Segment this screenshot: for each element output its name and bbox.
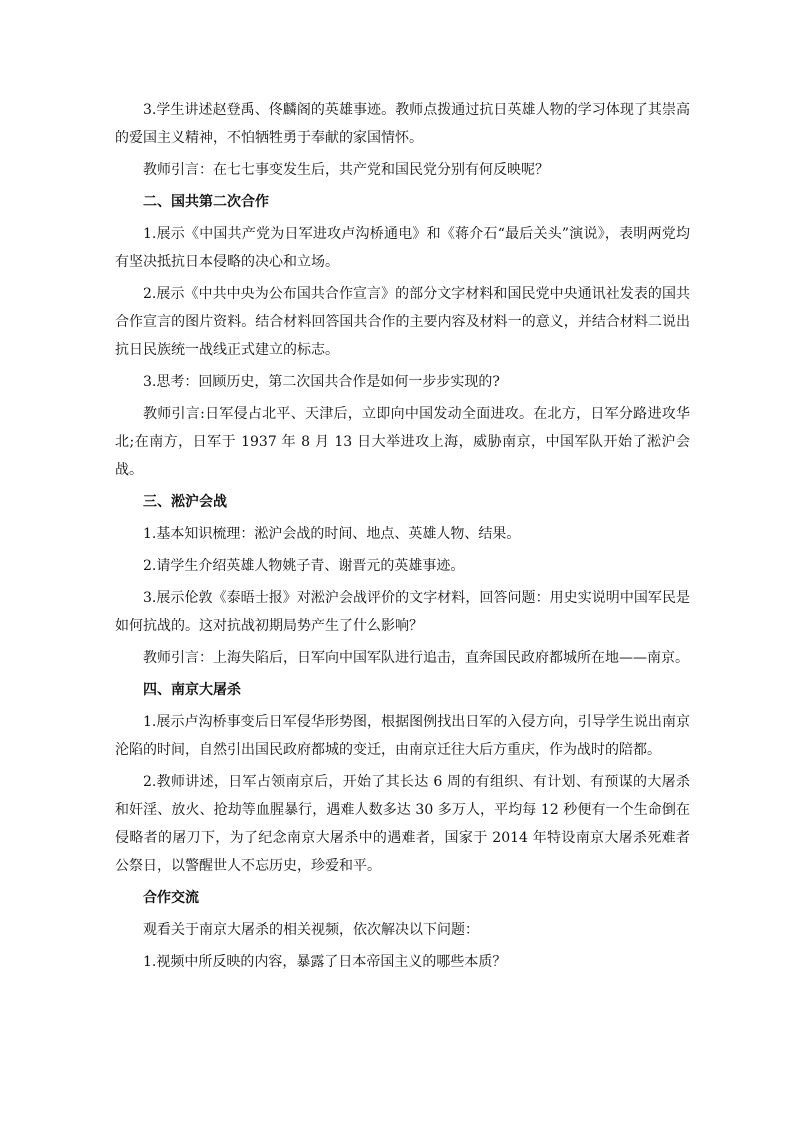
paragraph-question-one: 1.视频中所反映的内容，暴露了日本帝国主义的哪些本质？ xyxy=(143,954,507,970)
paragraph-cooperation-declaration: 2.展示《中共中央为公布国共合作宣言》的部分文字材料和国民党中央通讯社发表的国共合作宣言的图片资料。结合材料回答国共合作的主要内容及材料一的意义，并结合材料二说出抗日民族统一战线正式建立的标志。 xyxy=(115,286,690,358)
paragraph-student-heroes: 3.学生讲述赵登禹、佟麟阁的英雄事迹。教师点拨通过抗日英雄人物的学习体现了其崇高的爱国主义精神，不怕牺牲勇于奉献的家国情怀。 xyxy=(115,102,690,146)
paragraph-watch-video: 观看关于南京大屠杀的相关视频，依次解决以下问题： xyxy=(143,922,479,938)
paragraph-times-evaluation: 3.展示伦敦《泰晤士报》对淞沪会战评价的文字材料，回答问题：用史实说明中国军民是如何抗战的。这对抗战初期局势产生了什么影响？ xyxy=(115,590,690,634)
paragraph-teacher-narration: 2.教师讲述，日军占领南京后，开始了其长达 6 周的有组织、有计划、有预谋的大屠杀和奸淫、放火、抢劫等血腥暴行，遇难人数多达 30 多万人，平均每 12 秒便有一个生命倒在侵略者的屠刀下，为了纪念南京大屠杀中的遇难者，国家于 2014 年特设南京大屠杀死难者公祭日，以警醒世人不忘历史，珍爱和平。 xyxy=(115,774,690,874)
paragraph-teacher-intro-invasion: 教师引言:日军侵占北平、天津后，立即向中国发动全面进攻。在北方，日军分路进攻华北;在南方，日军于 1937 年 8 月 13 日大举进攻上海，威胁南京，中国军队开始了淞沪会战。 xyxy=(115,406,690,478)
section-heading-cooperation-exchange: 合作交流 xyxy=(143,890,199,906)
paragraph-think-question: 3.思考：回顾历史，第二次国共合作是如何一步步实现的? xyxy=(143,374,500,390)
paragraph-teacher-intro-nanjing: 教师引言：上海失陷后，日军向中国军队进行追击，直奔国民政府都城所在地——南京。 xyxy=(143,650,689,666)
paragraph-invasion-map: 1.展示卢沟桥事变后日军侵华形势图，根据图例找出日军的入侵方向，引导学生说出南京沦陷的时间，自然引出国民政府都城的变迁，由南京迁往大后方重庆，作为战时的陪都。 xyxy=(115,714,690,758)
section-heading-songhu-battle: 三、淞沪会战 xyxy=(143,494,227,510)
document-page xyxy=(115,96,690,980)
section-heading-kmt-cpc-cooperation: 二、国共第二次合作 xyxy=(143,194,269,210)
paragraph-basic-knowledge: 1.基本知识梳理：淞沪会战的时间、地点、英雄人物、结果。 xyxy=(143,526,521,542)
paragraph-hero-introduction: 2.请学生介绍英雄人物姚子青、谢晋元的英雄事迹。 xyxy=(143,558,465,574)
paragraph-telegram-speech: 1.展示《中国共产党为日军进攻卢沟桥通电》和《蒋介石“最后关头”演说》，表明两党均有坚决抵抗日本侵略的决心和立场。 xyxy=(115,226,690,270)
paragraph-teacher-intro-reaction: 教师引言：在七七事变发生后，共产党和国民党分别有何反映呢？ xyxy=(143,162,549,178)
section-heading-nanjing-massacre: 四、南京大屠杀 xyxy=(143,682,241,698)
